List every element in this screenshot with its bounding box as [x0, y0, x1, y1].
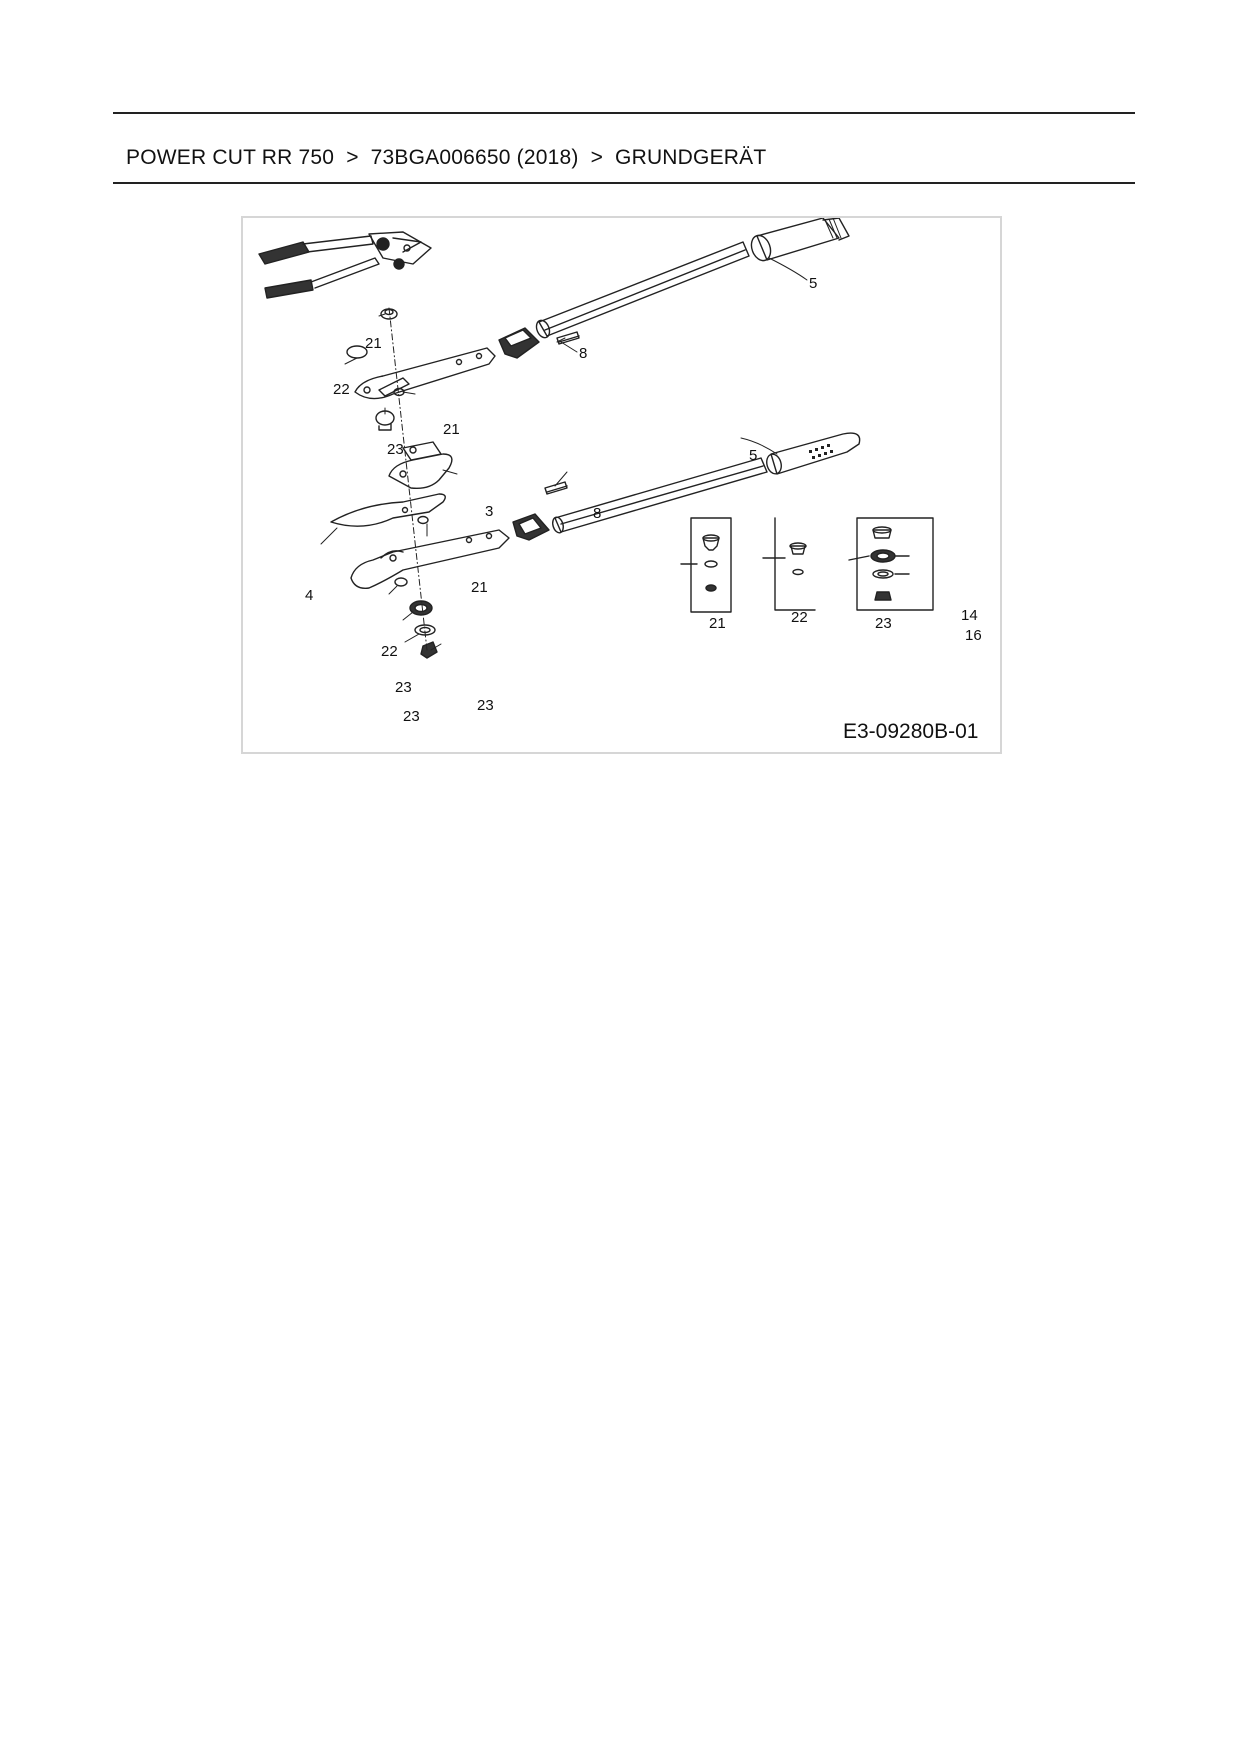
callout-8-lower-sleeve: 8	[593, 505, 602, 522]
upper-blade-arm	[355, 348, 495, 399]
pivot-hardware-stack	[347, 309, 437, 658]
drawing-code: E3-09280B-01	[843, 720, 979, 743]
breadcrumb-item-model[interactable]: POWER CUT RR 750	[126, 146, 335, 169]
upper-handle-tube	[534, 242, 749, 340]
callout-23-nut: 23	[477, 697, 494, 714]
callout-22-top: 22	[333, 381, 350, 398]
part-8-sleeve-upper	[557, 332, 579, 344]
detail-box-23-part-16: 16	[965, 627, 982, 644]
lower-grip	[765, 433, 860, 475]
detail-box-22	[763, 518, 815, 610]
callout-3: 3	[485, 503, 494, 520]
callout-5-lower-grip: 5	[749, 447, 758, 464]
header-top-rule	[113, 112, 1135, 114]
callout-21-middle: 21	[443, 421, 460, 438]
upper-tube-cap	[499, 328, 539, 358]
upper-grip	[748, 218, 849, 263]
callout-23-ring: 23	[403, 708, 420, 725]
callout-5-upper-grip: 5	[809, 275, 818, 292]
detail-box-23-part-14: 14	[961, 607, 978, 624]
lower-tube-cap	[513, 514, 549, 540]
callout-22-lower: 22	[381, 643, 398, 660]
callout-8-upper-sleeve: 8	[579, 345, 588, 362]
detail-box-22-label: 22	[791, 609, 808, 626]
breadcrumb-item-serial[interactable]: 73BGA006650 (2018)	[370, 146, 579, 169]
callout-23-top: 23	[387, 441, 404, 458]
header-bottom-rule	[113, 182, 1135, 184]
detail-box-21-label: 21	[709, 615, 726, 632]
breadcrumb-separator: >	[590, 146, 604, 169]
detail-box-21	[681, 518, 731, 612]
detail-box-23-label: 23	[875, 615, 892, 632]
breadcrumb-item-assembly: GRUNDGERÄT	[615, 146, 767, 169]
assembled-loppers-thumbnail	[259, 232, 431, 298]
callout-23-washer: 23	[395, 679, 412, 696]
breadcrumb	[126, 146, 766, 170]
lower-handle-tube	[551, 458, 767, 534]
callout-21-top: 21	[365, 335, 382, 352]
callout-4: 4	[305, 587, 314, 604]
detail-box-23	[849, 518, 933, 610]
exploded-parts-diagram	[241, 216, 1002, 754]
breadcrumb-separator: >	[346, 146, 359, 169]
part-8-sleeve-lower	[545, 482, 567, 494]
callout-21-lower: 21	[471, 579, 488, 596]
